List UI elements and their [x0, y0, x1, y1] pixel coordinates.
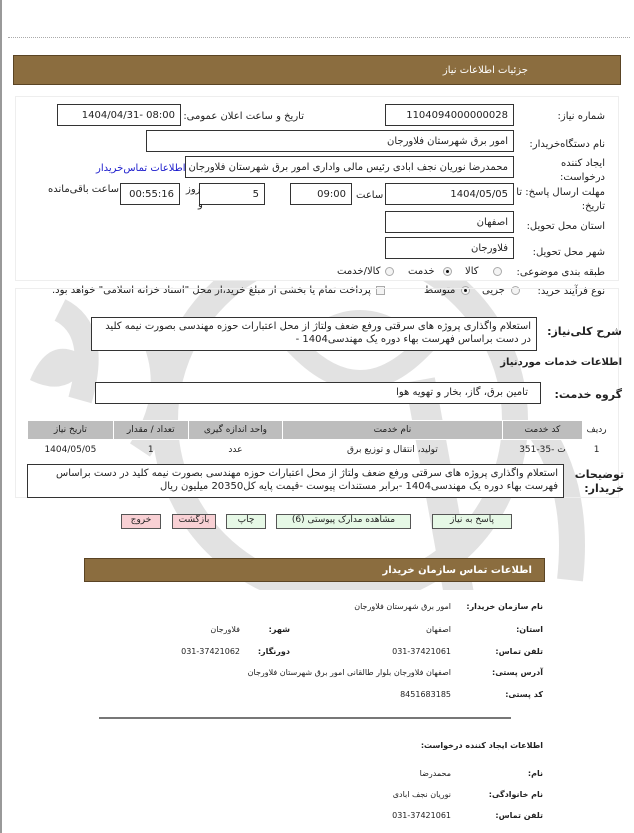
buyer-org-label: نام دستگاه‌خریدار:: [529, 139, 605, 150]
category-radio-goods[interactable]: [493, 267, 502, 276]
cell-quantity: 1: [147, 444, 154, 455]
creator-last-name-label: نام خانوادگی:: [488, 790, 543, 799]
creator-field: محمدرضا نوریان نجف ابادی رئیس مالی واداری امور برق شهرستان فلاورجان: [185, 156, 514, 178]
creator-phone-label: تلفن تماس:: [495, 811, 543, 820]
exit-button[interactable]: خروج: [121, 514, 161, 529]
contact-org-label: نام سازمان خریدار:: [466, 602, 543, 611]
cell-service-code: ت -35-351: [519, 444, 566, 455]
table-row: [28, 440, 611, 460]
days-field: 5: [199, 183, 265, 205]
cell-row-number: 1: [593, 444, 600, 455]
days-label: روز: [186, 184, 201, 195]
need-number-label: شماره نیاز:: [557, 111, 605, 122]
col-service-name: نام خدمت: [283, 421, 503, 440]
contact-section-title: اطلاعات تماس سازمان خریدار: [382, 565, 532, 576]
contact-postal-label: کد پستی:: [505, 690, 543, 699]
col-need-date: تاریخ نیاز: [28, 421, 114, 440]
cell-unit: عدد: [228, 444, 243, 455]
buyer-org-field: امور برق شهرستان فلاورجان: [146, 130, 514, 152]
category-option-goods: کالا: [465, 266, 479, 277]
reply-button[interactable]: پاسخ به نیاز: [432, 514, 512, 529]
buyer-notes-text: استعلام واگذاری پروژه های سرقتی ورفع ضعف ولتاژ از محل اعتبارات حوزه مهندسی بصورت نیمه کلید در دست براساس فهرست بهاء دوره یک مهندسی1404 -برابر مستندات پیوست -قیمت پایه کل20350 میلیون ریال: [27, 464, 564, 498]
cell-service-name: تولید، انتقال و توزیع برق: [347, 444, 438, 455]
category-option-goods-service: کالا/خدمت: [337, 266, 381, 277]
contact-phone-value: 031-37421061: [392, 647, 451, 656]
contact-fax-value: 031-37421062: [181, 647, 240, 656]
service-group-field: تامین برق، گاز، بخار و تهویه هوا: [95, 382, 541, 404]
top-divider: [8, 37, 630, 38]
col-quantity: تعداد / مقدار: [113, 421, 188, 440]
province-field: اصفهان: [385, 211, 514, 233]
contact-phone-label: تلفن تماس:: [495, 647, 543, 656]
contact-city-value: فلاورجان: [210, 625, 240, 634]
print-button[interactable]: چاپ: [226, 514, 266, 529]
category-radio-goods-service[interactable]: [385, 267, 394, 276]
announce-field: 1404/04/31- 08:00: [57, 104, 181, 126]
city-label: شهر محل تحویل:: [532, 247, 605, 258]
creator-info-heading: اطلاعات ایجاد کننده درخواست:: [420, 741, 543, 750]
deadline-label: مهلت ارسال پاسخ: تا تاریخ:: [516, 187, 605, 212]
creator-label: ایجاد کننده درخواست:: [560, 158, 605, 183]
and-label: و: [198, 199, 203, 210]
category-radio-service[interactable]: [443, 267, 452, 276]
contact-province-value: اصفهان: [425, 625, 451, 634]
creator-last-name-value: نوریان نجف ابادی: [392, 790, 451, 799]
process-label: نوع فرآیند خرید:: [537, 286, 605, 297]
table-header-row: [28, 421, 611, 440]
creator-first-name-value: محمدرضا: [419, 769, 451, 778]
contact-address-value: اصفهان فلاورجان بلوار طالقانی امور برق شهرستان فلاورجان: [247, 668, 451, 677]
contact-fax-label: دورنگار:: [257, 647, 290, 656]
contact-org-value: امور برق شهرستان فلاورجان: [354, 602, 451, 611]
section-header-buyer-contact: [84, 558, 545, 582]
category-option-service: خدمت: [408, 266, 435, 277]
contact-address-label: آدرس پستی:: [492, 668, 543, 677]
contact-postal-value: 8451683185: [400, 690, 451, 699]
need-number-field: 1104094000000028: [385, 104, 514, 126]
remaining-label: ساعت باقی‌مانده: [48, 184, 120, 195]
section-title: جزئیات اطلاعات نیاز: [442, 65, 528, 76]
province-label: استان محل تحویل:: [526, 221, 605, 232]
announce-label: تاریخ و ساعت اعلان عمومی:: [183, 111, 304, 122]
contact-separator: [99, 717, 511, 719]
category-label: طبقه بندی موضوعی:: [516, 267, 605, 278]
service-group-label: گروه خدمت:: [554, 388, 622, 401]
window-left-border: [0, 0, 2, 833]
contact-city-label: شهر:: [268, 625, 290, 634]
services-table: [27, 420, 611, 460]
services-heading: اطلاعات خدمات موردنیاز: [500, 357, 622, 368]
remaining-time-field: 00:55:16: [120, 183, 180, 205]
section-header-need-details: [13, 55, 621, 85]
time-label: ساعت: [356, 190, 384, 201]
buyer-notes-label: توضیحات خریدار:: [574, 468, 624, 495]
buyer-contact-link[interactable]: اطلاعات تماس‌خریدار: [96, 163, 186, 174]
process-option-medium: متوسط: [424, 285, 456, 296]
treasury-note: پرداخت تمام یا بخشی از مبلغ خرید،از محل "اسناد خزانه اسلامی" خواهد بود.: [52, 285, 371, 296]
col-unit: واحد اندازه گیری: [188, 421, 282, 440]
creator-first-name-label: نام:: [527, 769, 543, 778]
summary-label: شرح کلی‌نیاز:: [547, 325, 622, 338]
creator-phone-value: 031-37421061: [392, 811, 451, 820]
contact-province-label: استان:: [516, 625, 543, 634]
deadline-date-field: 1404/05/05: [385, 183, 514, 205]
col-row-number: ردیف: [583, 421, 611, 440]
cell-need-date: 1404/05/05: [44, 444, 97, 455]
view-attachments-button[interactable]: مشاهده مدارک پیوستی (6): [276, 514, 411, 529]
back-button[interactable]: بازگشت: [172, 514, 216, 529]
col-service-code: کد خدمت: [502, 421, 582, 440]
summary-text: استعلام واگذاری پروژه های سرقتی ورفع ضعف ولتاژ از محل اعتبارات حوزه مهندسی بصورت نیمه کلید در دست براساس فهرست بهاء دوره یک مهندسی1404 -: [91, 317, 537, 351]
city-field: فلاورجان: [385, 237, 514, 259]
process-option-minor: جزیی: [482, 285, 505, 296]
deadline-time-field: 09:00: [290, 183, 352, 205]
